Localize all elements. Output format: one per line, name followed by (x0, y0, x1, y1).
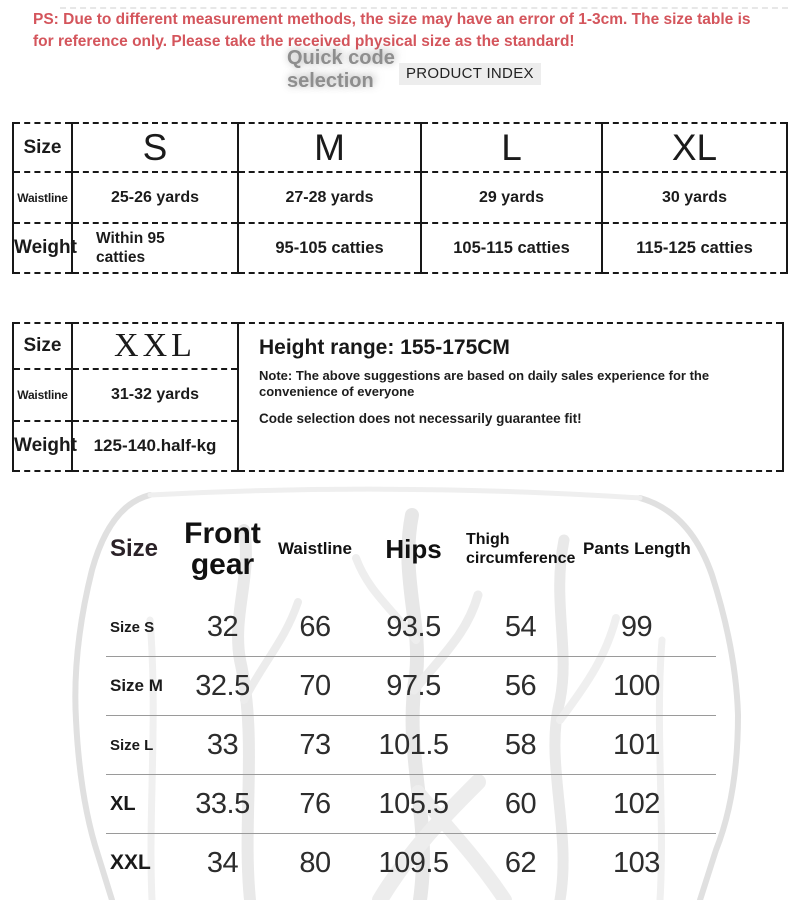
cell-pants-length: 99 (620, 610, 653, 643)
t1-weight-xl: 115-125 catties (602, 223, 787, 273)
cell-thigh: 58 (504, 728, 537, 761)
size-table-xxl (12, 322, 784, 472)
t2-size-label: Size (13, 323, 72, 369)
size-table-sml-xl (12, 122, 788, 274)
t1-size-m: M (238, 123, 421, 172)
row-label: Size L (110, 736, 154, 754)
t1-waistline-s: 25-26 yards (72, 172, 238, 223)
cell-waistline: 66 (299, 610, 331, 643)
t1-size-l: L (421, 123, 602, 172)
sales-note: Note: The above suggestions are based on daily sales experience for the convenience of everyone (259, 368, 710, 399)
fit-caution: Code selection does not necessarily guarantee fit! (259, 411, 582, 426)
t2-waistline-value: 31-32 yards (72, 369, 238, 421)
t1-size-s: S (72, 123, 238, 172)
cell-thigh: 54 (504, 610, 537, 643)
cell-hips: 97.5 (386, 669, 441, 702)
measurement-row-s (106, 598, 716, 657)
cell-pants-length: 103 (613, 846, 660, 879)
m-header-front-gear: Front gear (184, 517, 261, 581)
t1-weight-label: Weight (13, 223, 72, 273)
t1-weight-s: Within 95 catties (72, 223, 238, 273)
cell-front-gear: 33 (206, 728, 239, 761)
m-header-pants-length: Pants Length (583, 539, 691, 558)
height-range-heading: Height range: 155-175CM (259, 336, 510, 359)
m-header-hips: Hips (385, 533, 442, 564)
cell-waistline: 76 (299, 787, 331, 820)
row-label: Size M (110, 676, 163, 695)
cell-thigh: 56 (504, 669, 537, 702)
cell-pants-length: 100 (613, 669, 660, 702)
t1-waistline-m: 27-28 yards (238, 172, 421, 223)
t2-size-xxl: XXL (72, 323, 238, 369)
t1-weight-m: 95-105 catties (238, 223, 421, 273)
cell-waistline: 80 (299, 846, 331, 879)
cell-front-gear: 32.5 (195, 669, 250, 702)
measurement-row-xl (106, 775, 716, 834)
measurement-row-xxl (106, 834, 716, 892)
cell-waistline: 73 (299, 728, 331, 761)
cell-waistline: 70 (299, 669, 331, 702)
t2-weight-label: Weight (13, 421, 72, 471)
m-header-waistline: Waistline (278, 539, 352, 558)
cell-hips: 93.5 (386, 610, 441, 643)
row-label: XL (110, 792, 136, 815)
cell-pants-length: 101 (613, 728, 660, 761)
m-header-thigh: Thigh circumference (466, 531, 576, 567)
t2-info-cell (238, 323, 783, 471)
notice-text: PS: Due to different measurement methods, the size may have an error of 1-3cm. The size table is for reference only. Please take the received physical size as the standard! (33, 11, 751, 50)
t1-size-xl: XL (602, 123, 787, 172)
t1-waistline-l: 29 yards (421, 172, 602, 223)
cell-pants-length: 102 (613, 787, 660, 820)
measurement-row-l (106, 716, 716, 775)
t1-waistline-xl: 30 yards (602, 172, 787, 223)
cell-hips: 105.5 (378, 787, 449, 820)
t1-size-label: Size (13, 123, 72, 172)
cell-hips: 109.5 (378, 846, 449, 879)
m-header-size: Size (110, 535, 159, 562)
t2-waistline-label: Waistline (13, 369, 72, 421)
cell-front-gear: 34 (206, 846, 239, 879)
cell-front-gear: 32 (206, 610, 239, 643)
measurement-row-m (106, 657, 716, 716)
row-label: Size S (110, 618, 155, 636)
t1-weight-l: 105-115 catties (421, 223, 602, 273)
measurement-table (106, 500, 716, 892)
t1-waistline-label: Waistline (13, 172, 72, 223)
row-label: XXL (110, 851, 151, 874)
cell-thigh: 62 (504, 846, 537, 879)
measurement-header-row (106, 500, 716, 598)
t2-weight-value: 125-140.half-kg (72, 421, 238, 471)
quick-code-heading: Quick code selection (287, 47, 395, 92)
cell-thigh: 60 (504, 787, 537, 820)
cell-hips: 101.5 (378, 728, 449, 761)
cell-front-gear: 33.5 (195, 787, 250, 820)
product-index-label: PRODUCT INDEX (399, 63, 541, 85)
